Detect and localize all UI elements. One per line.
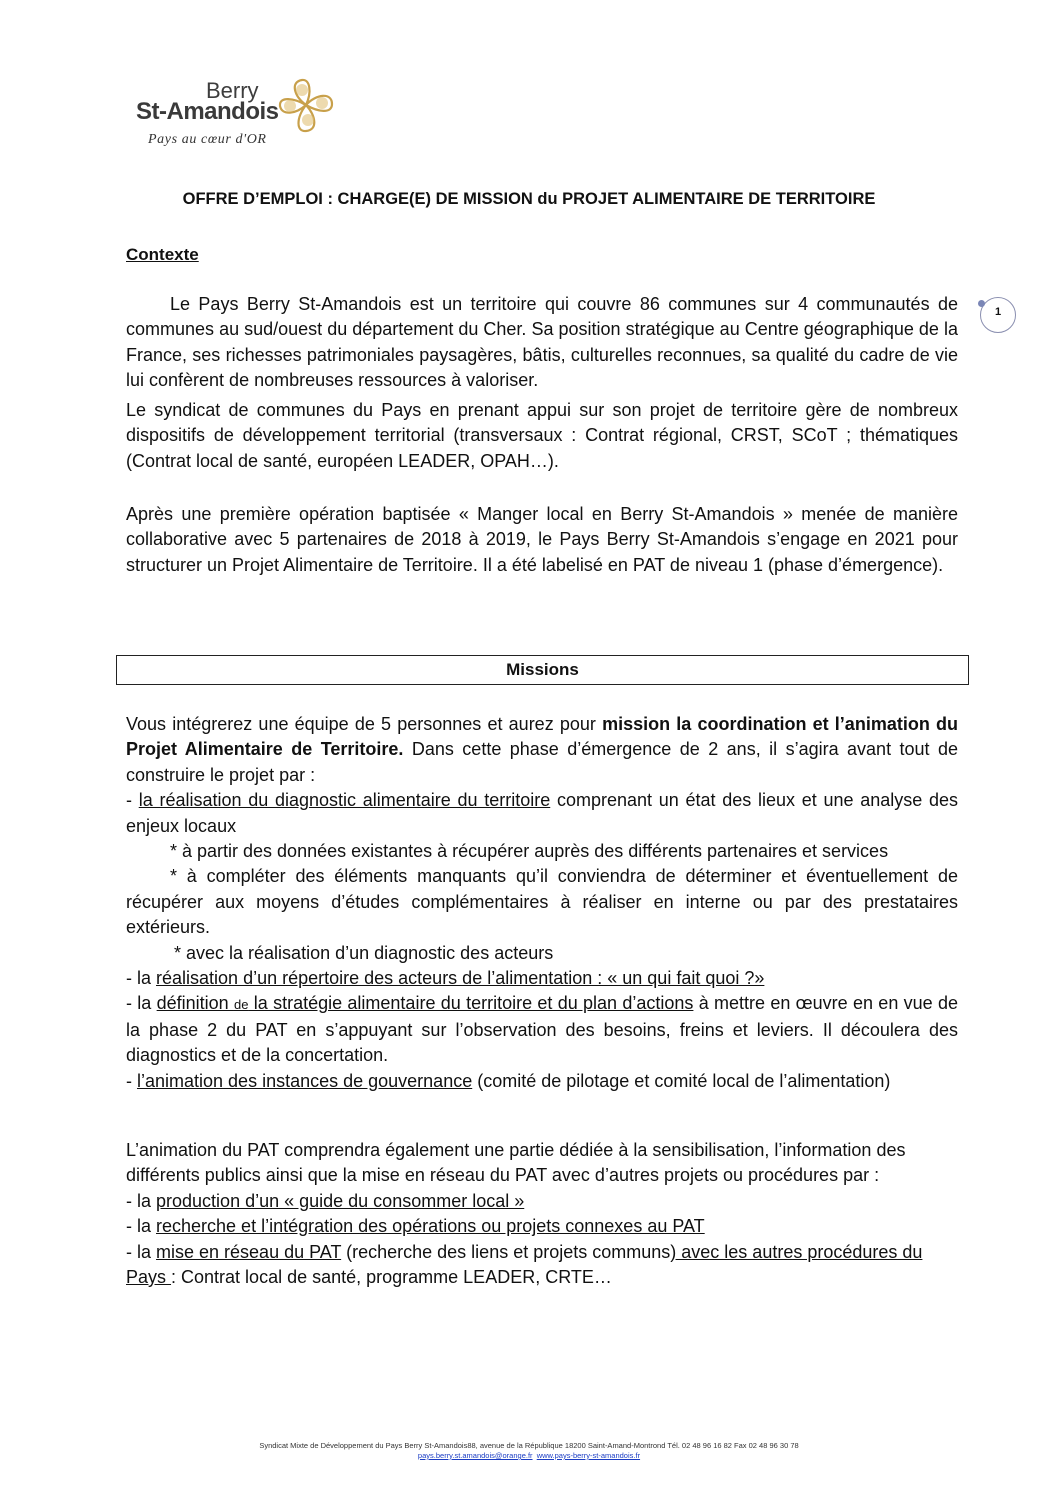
contexte-heading: Contexte xyxy=(126,245,199,264)
animation-paragraph: L’animation du PAT comprendra également une partie dédiée à la sensibilisation, l’information des différents publics ainsi que la mise en réseau du PAT avec d’autres projets ou procédures par : xyxy=(126,1140,906,1186)
page-number-badge xyxy=(980,297,1016,333)
mission-item-gouvernance: - l’animation des instances de gouvernance (comité de pilotage et comité local de l’alimentation) xyxy=(126,1070,891,1091)
animation-section xyxy=(126,1138,958,1290)
mission-item-repertoire: - la réalisation d’un répertoire des acteurs de l’alimentation : « un qui fait quoi ?» xyxy=(126,968,765,989)
contexte-paragraph-3: Après une première opération baptisée « Manger local en Berry St-Amandois » menée de manière collaborative avec 5 partenaires de 2018 à 2019, le Pays Berry St-Amandois s’engage en 2021 pour structurer un Projet Alimentaire de Territoire. Il a été labelisé en PAT de niveau 1 (phase d’émergence). xyxy=(126,504,958,575)
missions-heading: Missions xyxy=(506,660,579,679)
footer-email-link[interactable]: pays.berry.st.amandois@orange.fr xyxy=(417,1451,533,1460)
logo-tagline: Pays au cœur d'OR xyxy=(148,132,267,147)
pays-logo xyxy=(136,76,386,158)
mission-subitem-acteurs: * avec la réalisation d’un diagnostic des acteurs xyxy=(174,942,554,963)
footer-address: Syndicat Mixte de Développement du Pays Berry St-Amandois88, avenue de la République 18200 Saint-Amand-Montrond Tél. 02 48 96 16 82 Fax 02 48 96 30 78 xyxy=(259,1441,799,1450)
mission-item-reseau: - la mise en réseau du PAT (recherche des liens et projets communs) avec les autres procédures du Pays : Contrat local de santé, programme LEADER, CRTE… xyxy=(126,1241,923,1288)
missions-heading-box xyxy=(116,655,969,685)
mission-subitem-completer: * à compléter des éléments manquants qu’il conviendra de déterminer et éventuellement de récupérer aux moyens d’études complémentaires à réaliser en interne ou par des prestataires extérieurs. xyxy=(126,866,958,938)
mission-item-recherche: - la recherche et l’intégration des opérations ou projets connexes au PAT xyxy=(126,1216,705,1237)
clover-emblem-icon xyxy=(276,76,336,134)
missions-body xyxy=(126,712,958,1094)
missions-intro: Vous intégrerez une équipe de 5 personnes et aurez pour mission la coordination et l’animation du Projet Alimentaire de Territoire. Dans cette phase d’émergence de 2 ans, il s’agira avant tout de construire le projet par : xyxy=(126,714,958,785)
footer-links xyxy=(0,1451,1058,1460)
contexte-paragraph-2: Le syndicat de communes du Pays en prenant appui sur son projet de territoire gère de nombreux dispositifs de développement territorial (transversaux : Contrat régional, CRST, SCoT ; thématiques (Contrat local de santé, européen LEADER, OPAH…). xyxy=(126,400,958,471)
contexte-paragraph-1: Le Pays Berry St-Amandois est un territoire qui couvre 86 communes sur 4 communautés de communes au sud/ouest du département du Cher. Sa position stratégique au Centre géographique de la France, ses richesses patrimoniales paysagères, bâtis, culturelles reconnues, sa qualité du cadre de vie lui confèrent de nombreuses ressources à valoriser. xyxy=(126,294,958,391)
logo-st-amandois-text: St-Amandois xyxy=(136,98,279,125)
mission-item-strategie: - la définition de la stratégie alimentaire du territoire et du plan d’actions à mettre en œuvre en en vue de la phase 2 du PAT en s’appuyant sur l’observation des besoins, freins et leviers. Il découlera des diagnostics et de la concertation. xyxy=(126,993,958,1066)
mission-item-diagnostic: - la réalisation du diagnostic alimentaire du territoire comprenant un état des lieux et une analyse des enjeux locaux xyxy=(126,790,958,836)
footer-website-link[interactable]: www.pays-berry-st-amandois.fr xyxy=(536,1451,641,1460)
logo-berry-text: Berry xyxy=(206,78,259,103)
page-number: 1 xyxy=(994,306,1002,318)
mission-item-guide: - la production d’un « guide du consommer local » xyxy=(126,1190,525,1211)
mission-subitem-donnees: * à partir des données existantes à récupérer auprès des différents partenaires et services xyxy=(170,841,889,862)
document-title: OFFRE D’EMPLOI : CHARGE(E) DE MISSION du PROJET ALIMENTAIRE DE TERRITOIRE xyxy=(182,190,876,208)
